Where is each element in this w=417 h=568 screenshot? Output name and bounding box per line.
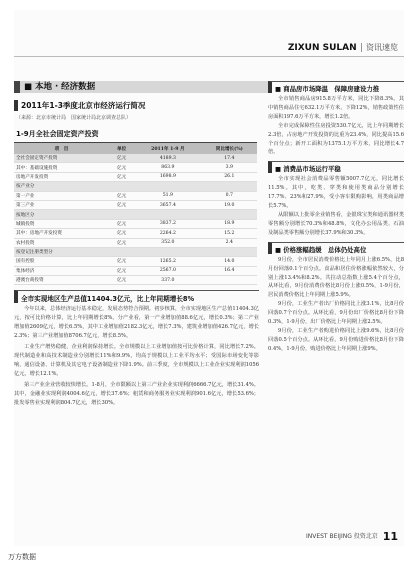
- row-value: 3837.2: [134, 219, 202, 228]
- row-item: 农村投资: [14, 238, 109, 247]
- row-growth: 15.2: [202, 229, 257, 238]
- row-unit: 亿元: [109, 191, 134, 200]
- row-unit: 亿元: [109, 238, 134, 247]
- row-growth: 16.4: [202, 266, 257, 275]
- right-column: [268, 81, 404, 354]
- row-item: 第三产业: [14, 200, 109, 209]
- row-item: 按登记注册类型分: [14, 247, 109, 256]
- price-paragraph: 9月份，工业生产者出厂价格同比上涨3.1%，比8月份回落0.7个百分点。从环比看，9月份出厂价格比8月份下降0.3%，1-9月份，出厂价格比上年同期上涨2.5%。: [268, 301, 404, 326]
- row-value: [134, 247, 202, 256]
- row-item: 其中：房地产开发投资: [14, 229, 109, 238]
- table-header-growth: 同比增长(%): [202, 143, 257, 155]
- row-unit: [109, 210, 134, 219]
- row-unit: 亿元: [109, 163, 134, 172]
- row-item: 按产业分: [14, 182, 109, 191]
- row-growth: 3.9: [202, 163, 257, 172]
- row-unit: 亿元: [109, 219, 134, 228]
- row-unit: [109, 182, 134, 191]
- brand-subtitle: 资讯速览: [366, 43, 398, 52]
- row-value: 1265.2: [134, 257, 202, 266]
- gdp-paragraph: 工业生产增势稳健，企业利润保持增长。全市规模以上工业增加值按可比价格计算，同比增长7.2%。现代制造业和高技术制造业分别增长11%和9.9%，均高于规模以上工业平均水平；受国际市场变化等影响，通信设备、计算机及其它电子设备制造业下降1.9%。前三季度，全市规模以上工业企业实现利润1056亿元，增长12.1%。: [14, 344, 259, 377]
- row-growth: 18.9: [202, 219, 257, 228]
- row-growth: 0.7: [202, 191, 257, 200]
- article-source: （来源：北京市统计局 国家统计局北京调查总队）: [16, 115, 132, 121]
- row-growth: 26.1: [202, 172, 257, 181]
- table-row: [14, 247, 257, 256]
- housing-paragraph: 全市完成保障性住房投资530.7亿元，比上年同期增长2.3倍，占房地产开发投资的比重为23.4%，同比提高15.6个百分点；新开工面积为1375.1万平方米，同比增长4.7倍。: [268, 122, 404, 156]
- row-item: 其中：基础设施投资: [14, 163, 109, 172]
- article-title: 2011年1-3季度北京市经济运行简况: [14, 100, 259, 111]
- row-growth: [202, 210, 257, 219]
- row-unit: 亿元: [109, 172, 134, 181]
- page-header: [14, 20, 404, 53]
- row-unit: 亿元: [109, 200, 134, 209]
- row-value: 863.9: [134, 163, 202, 172]
- row-value: 4189.3: [134, 154, 202, 163]
- page-footer: [306, 530, 398, 543]
- consumer-paragraph: 从限额以上批零企业销售看，金银珠宝类和通讯器材类零售额分别增长70.3%和48.8%，文化办公用品类、石油及制品类零售额分别增长37.9%和30.3%。: [268, 211, 404, 236]
- row-unit: 亿元: [109, 257, 134, 266]
- brand-name: ZIXUN SULAN: [287, 43, 357, 53]
- row-value: 2264.2: [134, 229, 202, 238]
- investment-table: [14, 142, 257, 285]
- row-unit: [109, 247, 134, 256]
- price-title: ■ 价格涨幅趋缓 总体仍处高位: [268, 242, 404, 254]
- table-row: [14, 200, 257, 209]
- gdp-paragraph: 今年以来，总体经济运行基本稳定，发展态势符合预期。初步核算，全市实现地区生产总值11404.3亿元，按可比价格计算，比上年同期增长8%。分产业看，第一产业增加值88.6亿元，增长0.3%；第二产业增加值2609亿元，增长6.5%，其中工业增加值2182.3亿元，增长7.3%，建筑业增加值426.7亿元，增长2.3%；第三产业增加值8706.7亿元，增长8.5%。: [14, 306, 259, 340]
- row-value: [134, 210, 202, 219]
- table-row: [14, 266, 257, 275]
- row-growth: [202, 247, 257, 256]
- row-item: 房地产开发投资: [14, 172, 109, 181]
- row-value: [134, 182, 202, 191]
- row-value: 1698.9: [134, 172, 202, 181]
- row-value: 2567.0: [134, 266, 202, 275]
- price-paragraph: 9月份，全市居民消费价格比上年同月上涨6.5%，比8月份回落0.1个百分点。食品和居住价格涨幅依然较大，分别上涨13.4%和8.2%。共拉动总指数上涨5.4个百分点，从环比看，9月份消费价格比8月份上涨0.5%，1-9月份，居民消费价格比上年同期上涨5.9%。: [268, 256, 404, 299]
- table-row: [14, 182, 257, 191]
- table-header-item: 项 目: [14, 143, 109, 155]
- row-item: 集体经济: [14, 266, 109, 275]
- consumer-paragraph: 全市实现社会消费品零售额5007.7亿元，同比增长11.5%。其中，吃类、穿类和使用类商品分别增长17.7%、23%和27.9%，受小客车限购影响，用类商品增长5.7%。: [268, 176, 404, 210]
- table-header-unit: 单位: [109, 143, 134, 155]
- row-unit: 亿元: [109, 154, 134, 163]
- row-value: 3657.4: [134, 200, 202, 209]
- table-row: [14, 229, 257, 238]
- row-item: 按地区分: [14, 210, 109, 219]
- row-unit: 亿元: [109, 276, 134, 285]
- row-value: 352.0: [134, 238, 202, 247]
- row-item: 国有控股: [14, 257, 109, 266]
- table-row: [14, 154, 257, 163]
- left-column: [14, 98, 259, 407]
- housing-title: ■ 商品房市场降温 保障房建设力推: [268, 81, 404, 93]
- row-value: 51.9: [134, 191, 202, 200]
- price-paragraph: 9月份，工业生产者购进价格同比上涨9.6%，比8月份回落0.5个百分点。从环比看，9月份购进价格比8月份下降0.4%，1-9月份，购进价格比上年同期上涨9%。: [268, 327, 404, 352]
- table-title: 1-9月全社会固定资产投资: [16, 130, 99, 138]
- table-row: [14, 210, 257, 219]
- table-row: [14, 238, 257, 247]
- footer-label: INVEST BEIJING 投资北京: [305, 533, 378, 540]
- row-item: 第一产业: [14, 191, 109, 200]
- page-number: 11: [382, 530, 398, 543]
- gdp-paragraph: 第三产业企业营收较快增长。1-8月，全市限额以上第三产业企业实现利润6666.7亿元，增长31.4%。其中，金融业实现利润4004.6亿元，增长37.6%；租赁和商务服务业实现利润901.6亿元，增长53.6%；批发零售业实现利润804.7亿元，增长30%。: [14, 381, 259, 406]
- row-growth: [202, 182, 257, 191]
- consumer-title: ■ 消费品市场运行平稳: [268, 161, 404, 173]
- table-header-value: 2011年 1-9 月: [134, 143, 202, 155]
- table-row: [14, 257, 257, 266]
- row-growth: 14.0: [202, 257, 257, 266]
- housing-paragraph: 全市销售商品房915.8万平方米，同比下降8.3%。其中销售商品住宅632.1万平方米，下降12%，销售政策性住房面积197.6万平方米，增长1.2倍。: [268, 96, 404, 120]
- row-value: 337.0: [134, 276, 202, 285]
- row-item: 城镇投资: [14, 219, 109, 228]
- row-unit: 亿元: [109, 229, 134, 238]
- row-item: 港澳台商投资: [14, 276, 109, 285]
- gdp-title: 全市实现地区生产总值11404.3亿元，比上年同期增长8%: [14, 290, 259, 303]
- watermark: 万方数据: [8, 553, 36, 561]
- section-title: ■ 本地 · 经济数据: [14, 81, 269, 93]
- table-row: [14, 276, 257, 285]
- header-brand: [288, 42, 398, 53]
- table-row: [14, 219, 257, 228]
- table-row: [14, 163, 257, 172]
- row-growth: 19.0: [202, 200, 257, 209]
- table-row: [14, 172, 257, 181]
- row-growth: 17.4: [202, 154, 257, 163]
- row-growth: [202, 276, 257, 285]
- table-row: [14, 191, 257, 200]
- row-unit: 亿元: [109, 266, 134, 275]
- row-growth: 2.4: [202, 238, 257, 247]
- brand-separator: |: [359, 43, 363, 53]
- row-item: 全社会固定资产投资: [14, 154, 109, 163]
- magazine-page: [14, 10, 404, 546]
- header-rule: [14, 56, 404, 57]
